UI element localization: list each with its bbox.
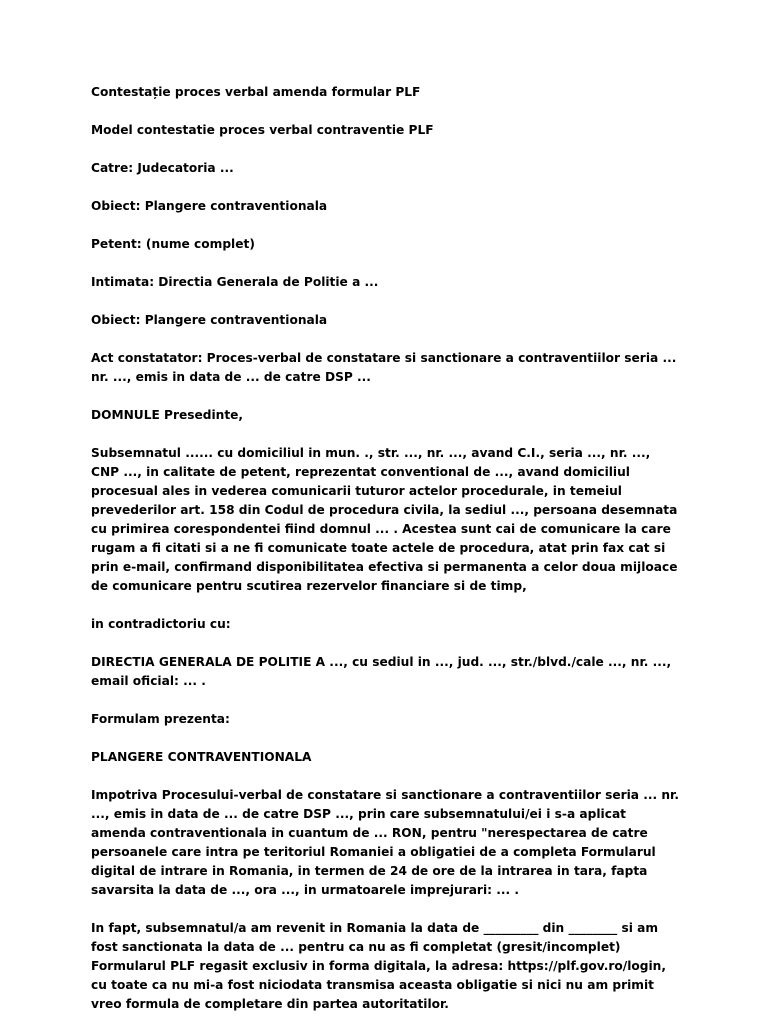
petitioner-line: Petent: (nume complet) — [91, 237, 255, 251]
object-line: Obiect: Plangere contraventionala — [91, 199, 328, 213]
addressee-line: Catre: Judecatoria ... — [91, 161, 234, 175]
respondent-line: Intimata: Directia Generala de Politie a ... — [91, 275, 379, 289]
act-constatator-paragraph: Act constatator: Proces-verbal de constatare si sanctionare a contraventiilor seria ... nr. ..., emis in data de ... de catre DSP ... — [91, 351, 677, 384]
document-title: Contestație proces verbal amenda formular PLF — [91, 85, 421, 99]
contradictoriu-line: in contradictoriu cu: — [91, 617, 231, 631]
salutation: DOMNULE Presedinte, — [91, 408, 244, 422]
against-report-paragraph: Impotriva Procesului-verbal de constatare si sanctionare a contraventiilor seria ... nr. ..., emis in data de ... de catre DSP ..., prin care subsemnatului/ei i s-a aplicat amenda contraventionala in cuantum de ... RON, pentru "nerespectarea de catre persoanele care intra pe teritoriul Romaniei a obligatiei de a completa Formularul digital de intrare in Romania, in termen de 24 de ore de la intrarea in tara, fapta savarsita la data de ..., ora ..., in urmatoarele imprejurari: ... . — [91, 788, 679, 897]
petitioner-details-paragraph: Subsemnatul ...... cu domiciliul in mun. ., str. ..., nr. ..., avand C.I., seria ..., nr. ..., CNP ..., in calitate de petent, reprezentat conventional de ..., avand domiciliul procesual ales in vederea comunicarii tuturor actelor procedurale, in temeiul prevederilor art. 158 din Codul de procedura civila, la sediul ..., persoana desemnata cu primirea corespondentei fiind domnul ... . Acestea sunt cai de comunicare la care rugam a fi citati si a ne fi comunicate toate actele de procedura, atat prin fax cat si prin e-mail, confirmand disponibilitatea efectiva si permanenta a celor doua mijloace de comunicare pentru scutirea rezervelor financiare si de timp, — [91, 446, 678, 593]
formulam-line: Formulam prezenta: — [91, 712, 230, 726]
document-body — [91, 83, 680, 1014]
police-directorate-line: DIRECTIA GENERALA DE POLITIE A ..., cu sediul in ..., jud. ..., str./blvd./cale ..., nr. ..., email oficial: ... . — [91, 655, 672, 688]
complaint-heading: PLANGERE CONTRAVENTIONALA — [91, 750, 312, 764]
facts-paragraph: In fapt, subsemnatul/a am revenit in Romania la data de _________ din ________ si am fost sanctionata la data de ... pentru ca nu as fi completat (gresit/incomplet) Formularul PLF regasit exclusiv in forma digitala, la adresa: https://plf.gov.ro/login, cu toate ca nu mi-a fost niciodata transmisa aceasta obligatie si nici nu am primit vreo formula de completare din partea autoritatilor. — [91, 921, 666, 1011]
document-subtitle: Model contestatie proces verbal contraventie PLF — [91, 123, 434, 137]
object-line-repeat: Obiect: Plangere contraventionala — [91, 313, 328, 327]
